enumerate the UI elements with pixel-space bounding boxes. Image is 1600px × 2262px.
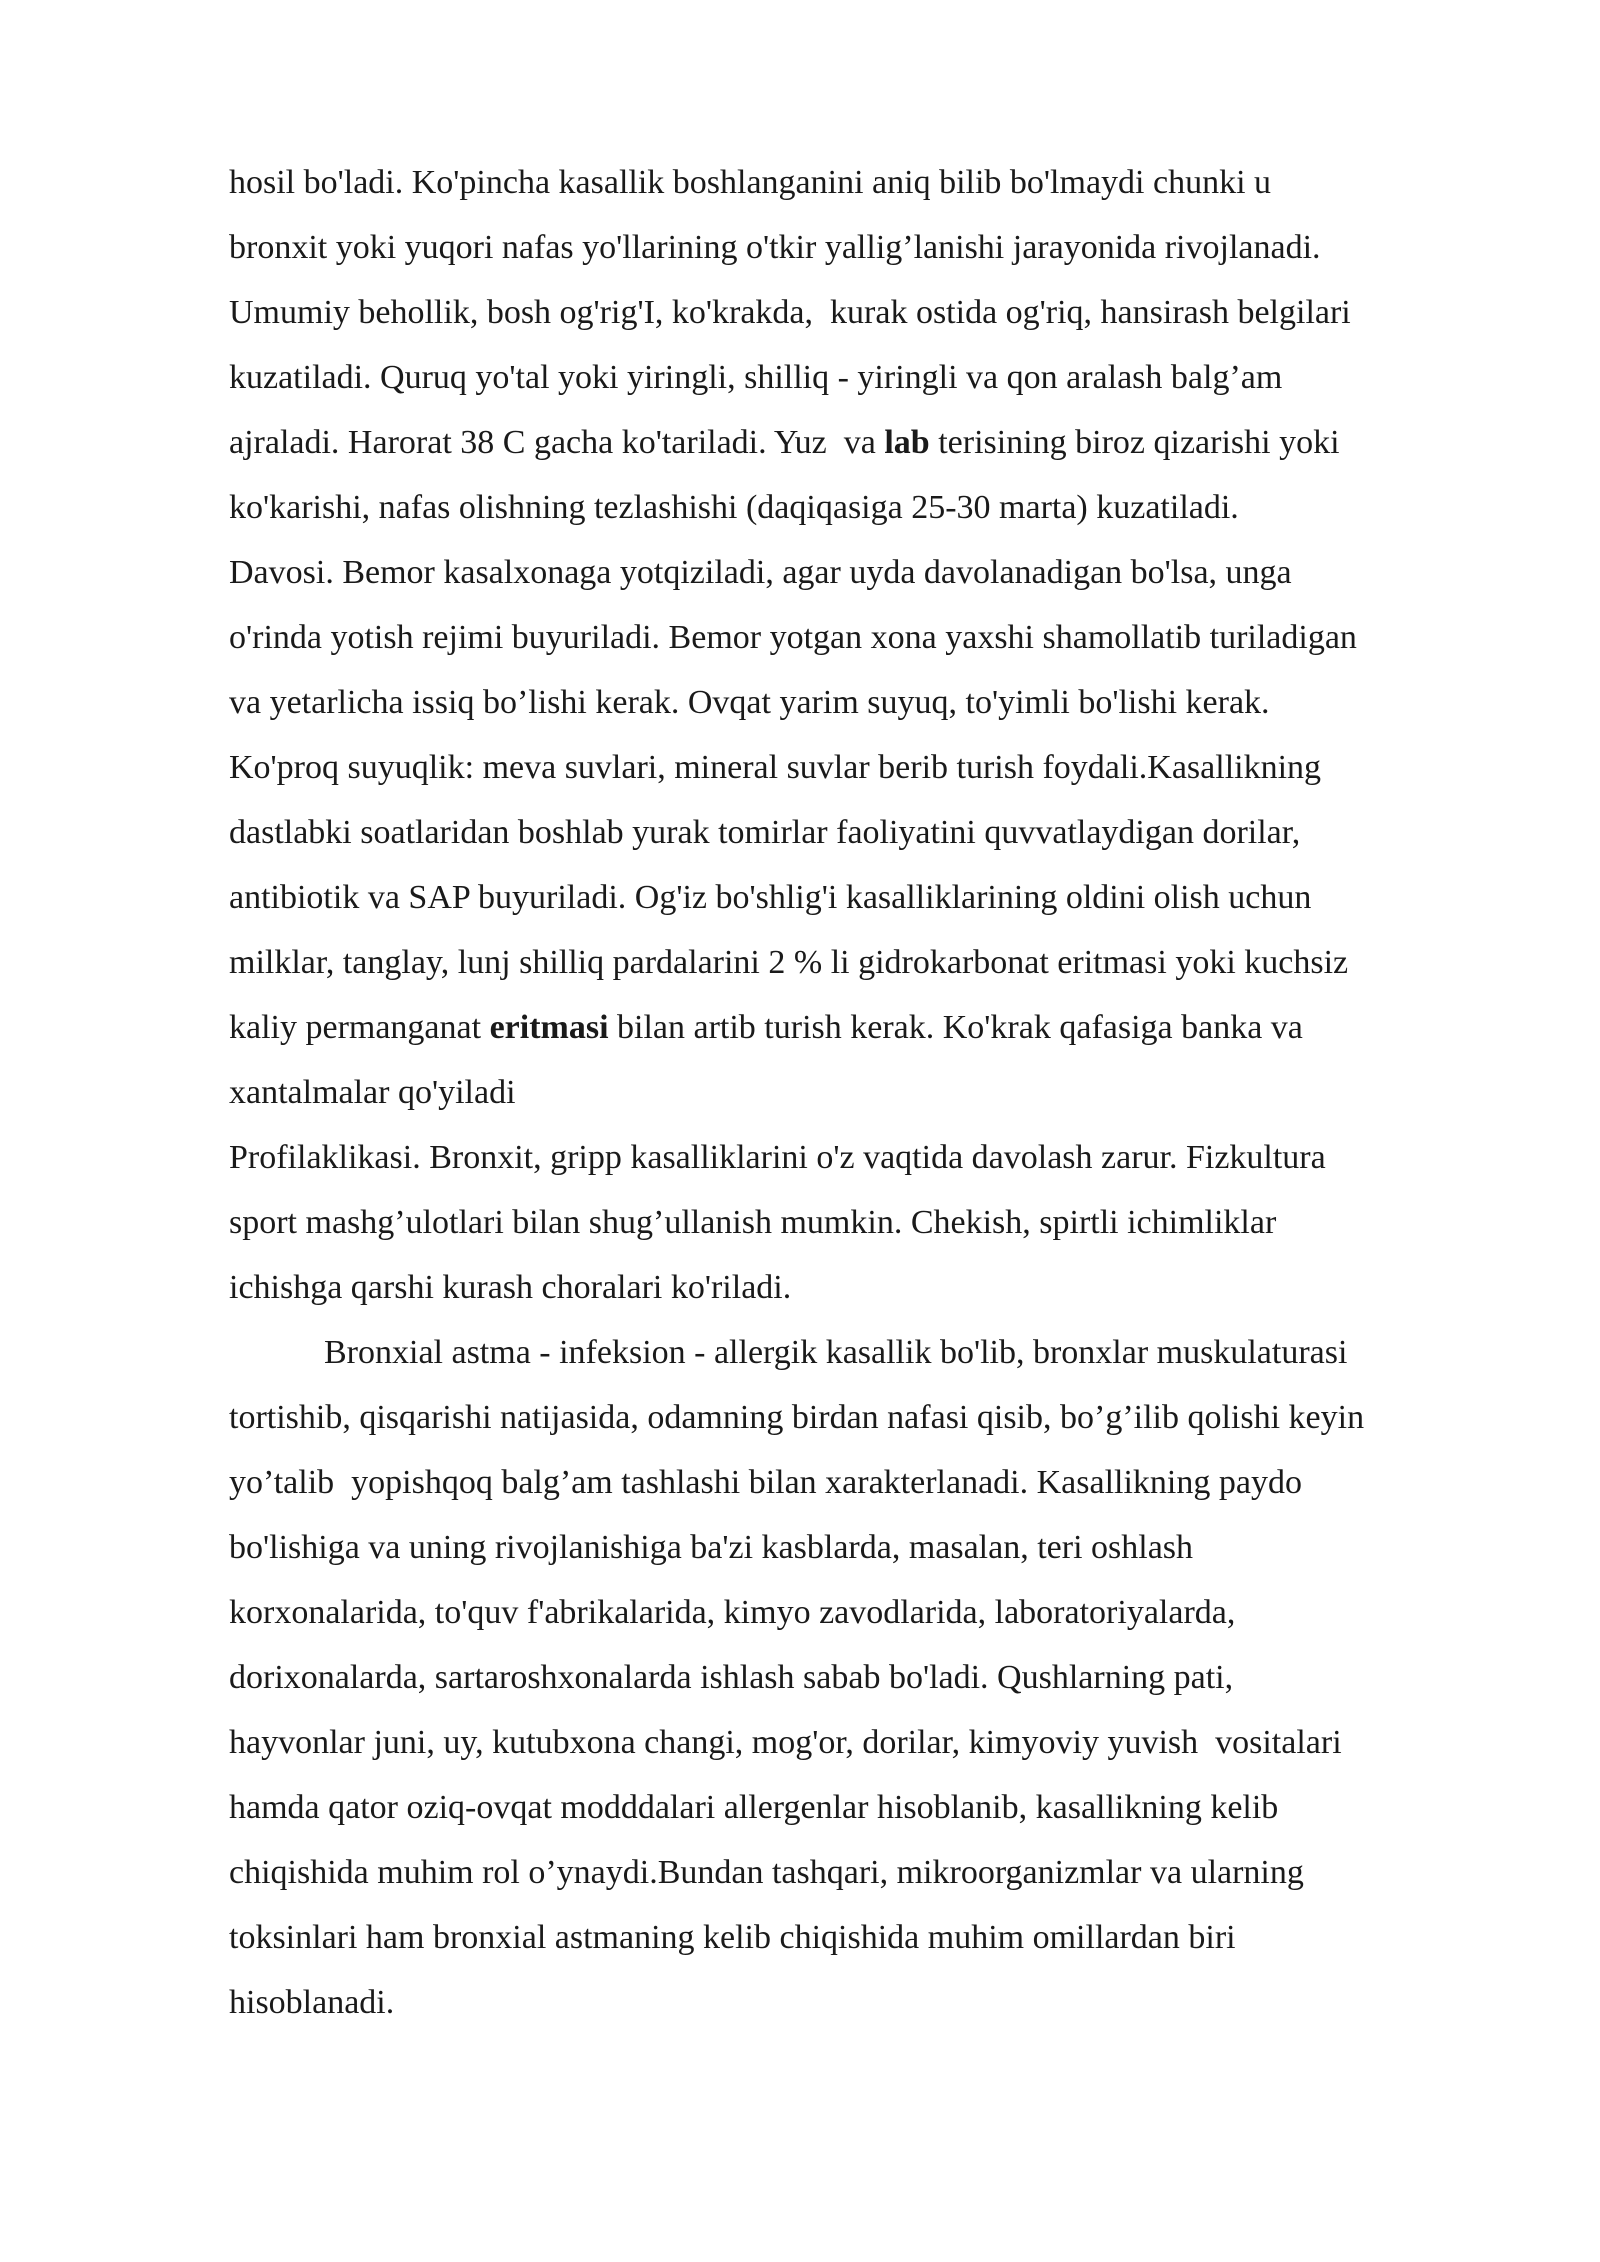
text-line: hisoblanadi. (229, 1984, 395, 2021)
text-line: sport mashg’ulotlari bilan shug’ullanish mumkin. Chekish, spirtli ichimliklar (229, 1204, 1277, 1241)
text-line: Profilaklikasi. Bronxit, gripp kasalliklarini o'z vaqtida davolash zarur. Fizkultura (229, 1139, 1326, 1176)
text-line: hamda qator oziq-ovqat modddalari allergenlar hisoblanib, kasallikning kelib (229, 1789, 1279, 1826)
text-segment: terisining biroz qizarishi yoki (929, 424, 1340, 461)
text-segment: kaliy permanganat (229, 1009, 490, 1046)
text-line: ko'karishi, nafas olishning tezlashishi (daqiqasiga 25-30 marta) kuzatiladi. (229, 489, 1239, 526)
text-segment: ajraladi. Harorat 38 C gacha ko'tariladi. Yuz va (229, 424, 885, 461)
text-line: yo’talib yopishqoq balg’am tashlashi bilan xarakterlanadi. Kasallikning paydo (229, 1464, 1302, 1501)
text-line: milklar, tanglay, lunj shilliq pardalarini 2 % li gidrokarbonat eritmasi yoki kuchsiz (229, 944, 1349, 981)
bold-word-lab: lab (884, 424, 930, 461)
document-body (229, 150, 1529, 2035)
text-line: ichishga qarshi kurash choralari ko'riladi. (229, 1269, 792, 1306)
text-line: va yetarlicha issiq bo’lishi kerak. Ovqat yarim suyuq, to'yimli bo'lishi kerak. (229, 684, 1270, 721)
text-segment: bilan artib turish kerak. Ko'krak qafasiga banka va (608, 1009, 1303, 1046)
text-line: hayvonlar juni, uy, kutubxona changi, mog'or, dorilar, kimyoviy yuvish vositalari (229, 1724, 1342, 1761)
text-line: Ko'proq suyuqlik: meva suvlari, mineral suvlar berib turish foydali.Kasallikning (229, 749, 1322, 786)
text-line: toksinlari ham bronxial astmaning kelib chiqishida muhim omillardan biri (229, 1919, 1236, 1956)
text-line: xantalmalar qo'yiladi (229, 1074, 516, 1111)
text-line: hosil bo'ladi. Ko'pincha kasallik boshlanganini aniq bilib bo'lmaydi chunki u (229, 164, 1272, 201)
bold-word-eritmasi: eritmasi (489, 1009, 609, 1046)
text-line: bronxit yoki yuqori nafas yo'llarining o'tkir yallig’lanishi jarayonida rivojlanadi. (229, 229, 1321, 266)
text-line: Davosi. Bemor kasalxonaga yotqiziladi, agar uyda davolanadigan bo'lsa, unga (229, 554, 1292, 591)
text-line: korxonalarida, to'quv f'abrikalarida, kimyo zavodlarida, laboratoriyalarda, (229, 1594, 1236, 1631)
text-line: o'rinda yotish rejimi buyuriladi. Bemor yotgan xona yaxshi shamollatib turiladigan (229, 619, 1357, 656)
text-line: chiqishida muhim rol o’ynaydi.Bundan tashqari, mikroorganizmlar va ularning (229, 1854, 1304, 1891)
text-line: bo'lishiga va uning rivojlanishiga ba'zi kasblarda, masalan, teri oshlash (229, 1529, 1194, 1566)
text-line: dastlabki soatlaridan boshlab yurak tomirlar faoliyatini quvvatlaydigan dorilar, (229, 814, 1301, 851)
text-line: antibiotik va SAP buyuriladi. Og'iz bo'shlig'i kasalliklarining oldini olish uchun (229, 879, 1312, 916)
paragraph-first-line: Bronxial astma - infeksion - allergik kasallik bo'lib, bronxlar muskulaturasi (324, 1334, 1348, 1371)
text-line (229, 995, 1529, 1060)
text-line: kuzatiladi. Quruq yo'tal yoki yiringli, shilliq - yiringli va qon aralash balg’am (229, 359, 1283, 396)
text-line (229, 410, 1529, 475)
text-line: tortishib, qisqarishi natijasida, odamning birdan nafasi qisib, bo’g’ilib qolishi keyin (229, 1399, 1365, 1436)
text-line: Umumiy behollik, bosh og'rig'I, ko'krakda, kurak ostida og'riq, hansirash belgilari (229, 294, 1351, 331)
text-line: dorixonalarda, sartaroshxonalarda ishlash sabab bo'ladi. Qushlarning pati, (229, 1659, 1234, 1696)
